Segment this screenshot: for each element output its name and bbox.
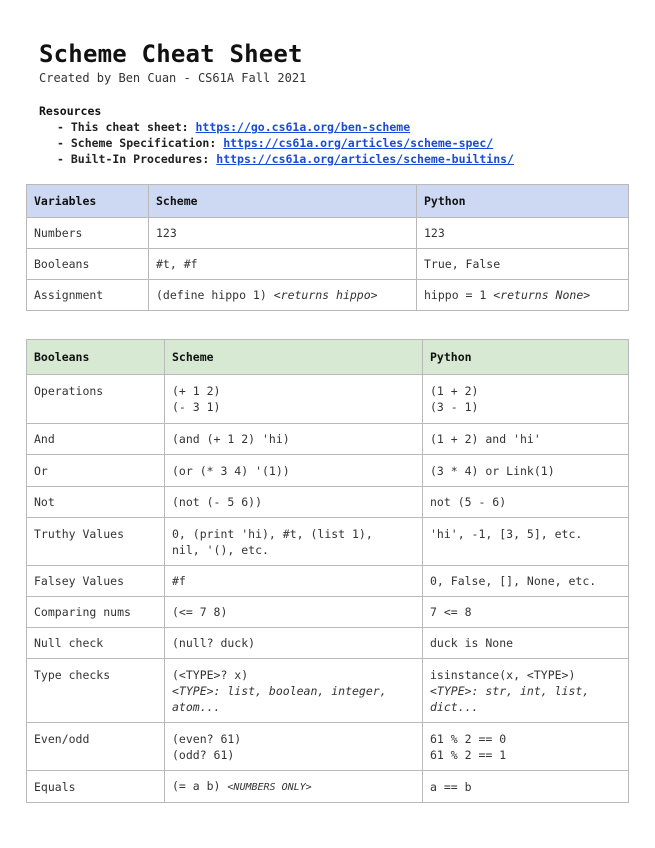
table-row xyxy=(27,375,629,424)
resource-label: - Scheme Specification: xyxy=(57,136,217,150)
topic-cell: Truthy Values xyxy=(27,518,165,566)
table-row xyxy=(27,659,629,723)
topic-cell: And xyxy=(27,424,165,455)
resources-list xyxy=(57,119,514,167)
scheme-cell: (<= 7 8) xyxy=(165,597,423,628)
resource-link-scheme-spec[interactable]: https://cs61a.org/articles/scheme-spec/ xyxy=(223,136,494,150)
scheme-note: <NUMBERS ONLY> xyxy=(227,781,312,793)
python-code: hippo = 1 xyxy=(424,288,487,302)
topic-cell: Falsey Values xyxy=(27,566,165,597)
python-cell: not (5 - 6) xyxy=(423,487,629,518)
scheme-note: <returns hippo> xyxy=(273,288,378,302)
code-line: nil, '(), etc. xyxy=(172,543,269,557)
topic-cell: Equals xyxy=(27,771,165,803)
scheme-cell: (and (+ 1 2) 'hi) xyxy=(165,424,423,455)
scheme-cell xyxy=(165,375,423,424)
header-python: Python xyxy=(423,340,629,375)
page-subtitle: Created by Ben Cuan - CS61A Fall 2021 xyxy=(39,71,307,85)
python-cell: 0, False, [], None, etc. xyxy=(423,566,629,597)
topic-cell: Booleans xyxy=(27,249,149,280)
table-row xyxy=(27,455,629,487)
resource-item-cheat-sheet xyxy=(57,119,514,135)
topic-cell: Operations xyxy=(27,375,165,424)
header-topic: Booleans xyxy=(27,340,165,375)
python-cell: (1 + 2) and 'hi' xyxy=(423,424,629,455)
scheme-cell: #t, #f xyxy=(149,249,417,280)
code-line: (even? 61) xyxy=(172,732,242,746)
topic-cell: Even/odd xyxy=(27,723,165,771)
code-note-line: <TYPE>: str, int, list, xyxy=(430,684,590,698)
table-row xyxy=(27,597,629,628)
code-line: (<TYPE>? x) xyxy=(172,668,249,682)
table-row xyxy=(27,249,629,280)
code-line: (+ 1 2) xyxy=(172,384,221,398)
table-row xyxy=(27,628,629,659)
code-line: (- 3 1) xyxy=(172,400,221,414)
scheme-code: (define hippo 1) xyxy=(156,288,267,302)
code-note-line: <TYPE>: list, boolean, integer, xyxy=(172,684,387,698)
booleans-table xyxy=(26,339,629,803)
scheme-cell xyxy=(165,723,423,771)
topic-cell: Type checks xyxy=(27,659,165,723)
topic-cell: Or xyxy=(27,455,165,487)
python-cell: a == b xyxy=(423,771,629,803)
resource-link-cheat-sheet[interactable]: https://go.cs61a.org/ben-scheme xyxy=(195,120,411,134)
table-header-row xyxy=(27,185,629,218)
code-line: (3 - 1) xyxy=(430,400,479,414)
table-row xyxy=(27,518,629,566)
table-row xyxy=(27,566,629,597)
python-cell: 7 <= 8 xyxy=(423,597,629,628)
scheme-code: (= a b) xyxy=(172,778,221,793)
scheme-cell: 123 xyxy=(149,218,417,249)
resources-heading: Resources xyxy=(39,104,102,118)
python-cell: 'hi', -1, [3, 5], etc. xyxy=(423,518,629,566)
code-line: isinstance(x, <TYPE>) xyxy=(430,668,576,682)
python-cell: (3 * 4) or Link(1) xyxy=(423,455,629,487)
table-row xyxy=(27,218,629,249)
topic-cell: Not xyxy=(27,487,165,518)
resource-label: - This cheat sheet: xyxy=(57,120,189,134)
scheme-cell xyxy=(165,659,423,723)
code-line: 61 % 2 == 1 xyxy=(430,748,507,762)
scheme-cell: (null? duck) xyxy=(165,628,423,659)
python-cell: True, False xyxy=(417,249,629,280)
scheme-cell: #f xyxy=(165,566,423,597)
header-scheme: Scheme xyxy=(149,185,417,218)
table-row xyxy=(27,280,629,311)
variables-table xyxy=(26,184,629,311)
code-line: 61 % 2 == 0 xyxy=(430,732,507,746)
python-cell xyxy=(423,723,629,771)
resource-link-builtins[interactable]: https://cs61a.org/articles/scheme-builtins/ xyxy=(216,152,514,166)
scheme-cell: (or (* 3 4) '(1)) xyxy=(165,455,423,487)
python-cell xyxy=(423,375,629,424)
resource-label: - Built-In Procedures: xyxy=(57,152,210,166)
header-scheme: Scheme xyxy=(165,340,423,375)
code-line: (1 + 2) xyxy=(430,384,479,398)
topic-cell: Comparing nums xyxy=(27,597,165,628)
code-line: 0, (print 'hi), #t, (list 1), xyxy=(172,527,373,541)
resource-item-scheme-spec xyxy=(57,135,514,151)
python-cell xyxy=(417,280,629,311)
table-row xyxy=(27,771,629,803)
scheme-cell xyxy=(149,280,417,311)
header-topic: Variables xyxy=(27,185,149,218)
header-python: Python xyxy=(417,185,629,218)
page-title: Scheme Cheat Sheet xyxy=(39,40,303,68)
python-note: <returns None> xyxy=(493,288,591,302)
scheme-cell: (not (- 5 6)) xyxy=(165,487,423,518)
table-row xyxy=(27,487,629,518)
resource-item-builtins xyxy=(57,151,514,167)
topic-cell: Assignment xyxy=(27,280,149,311)
table-row xyxy=(27,424,629,455)
python-cell: duck is None xyxy=(423,628,629,659)
topic-cell: Null check xyxy=(27,628,165,659)
scheme-cell xyxy=(165,518,423,566)
code-line: (odd? 61) xyxy=(172,748,235,762)
scheme-cell xyxy=(165,771,423,803)
topic-cell: Numbers xyxy=(27,218,149,249)
table-header-row xyxy=(27,340,629,375)
code-note-line: atom... xyxy=(172,700,221,714)
python-cell xyxy=(423,659,629,723)
python-cell: 123 xyxy=(417,218,629,249)
code-note-line: dict... xyxy=(430,700,479,714)
table-row xyxy=(27,723,629,771)
